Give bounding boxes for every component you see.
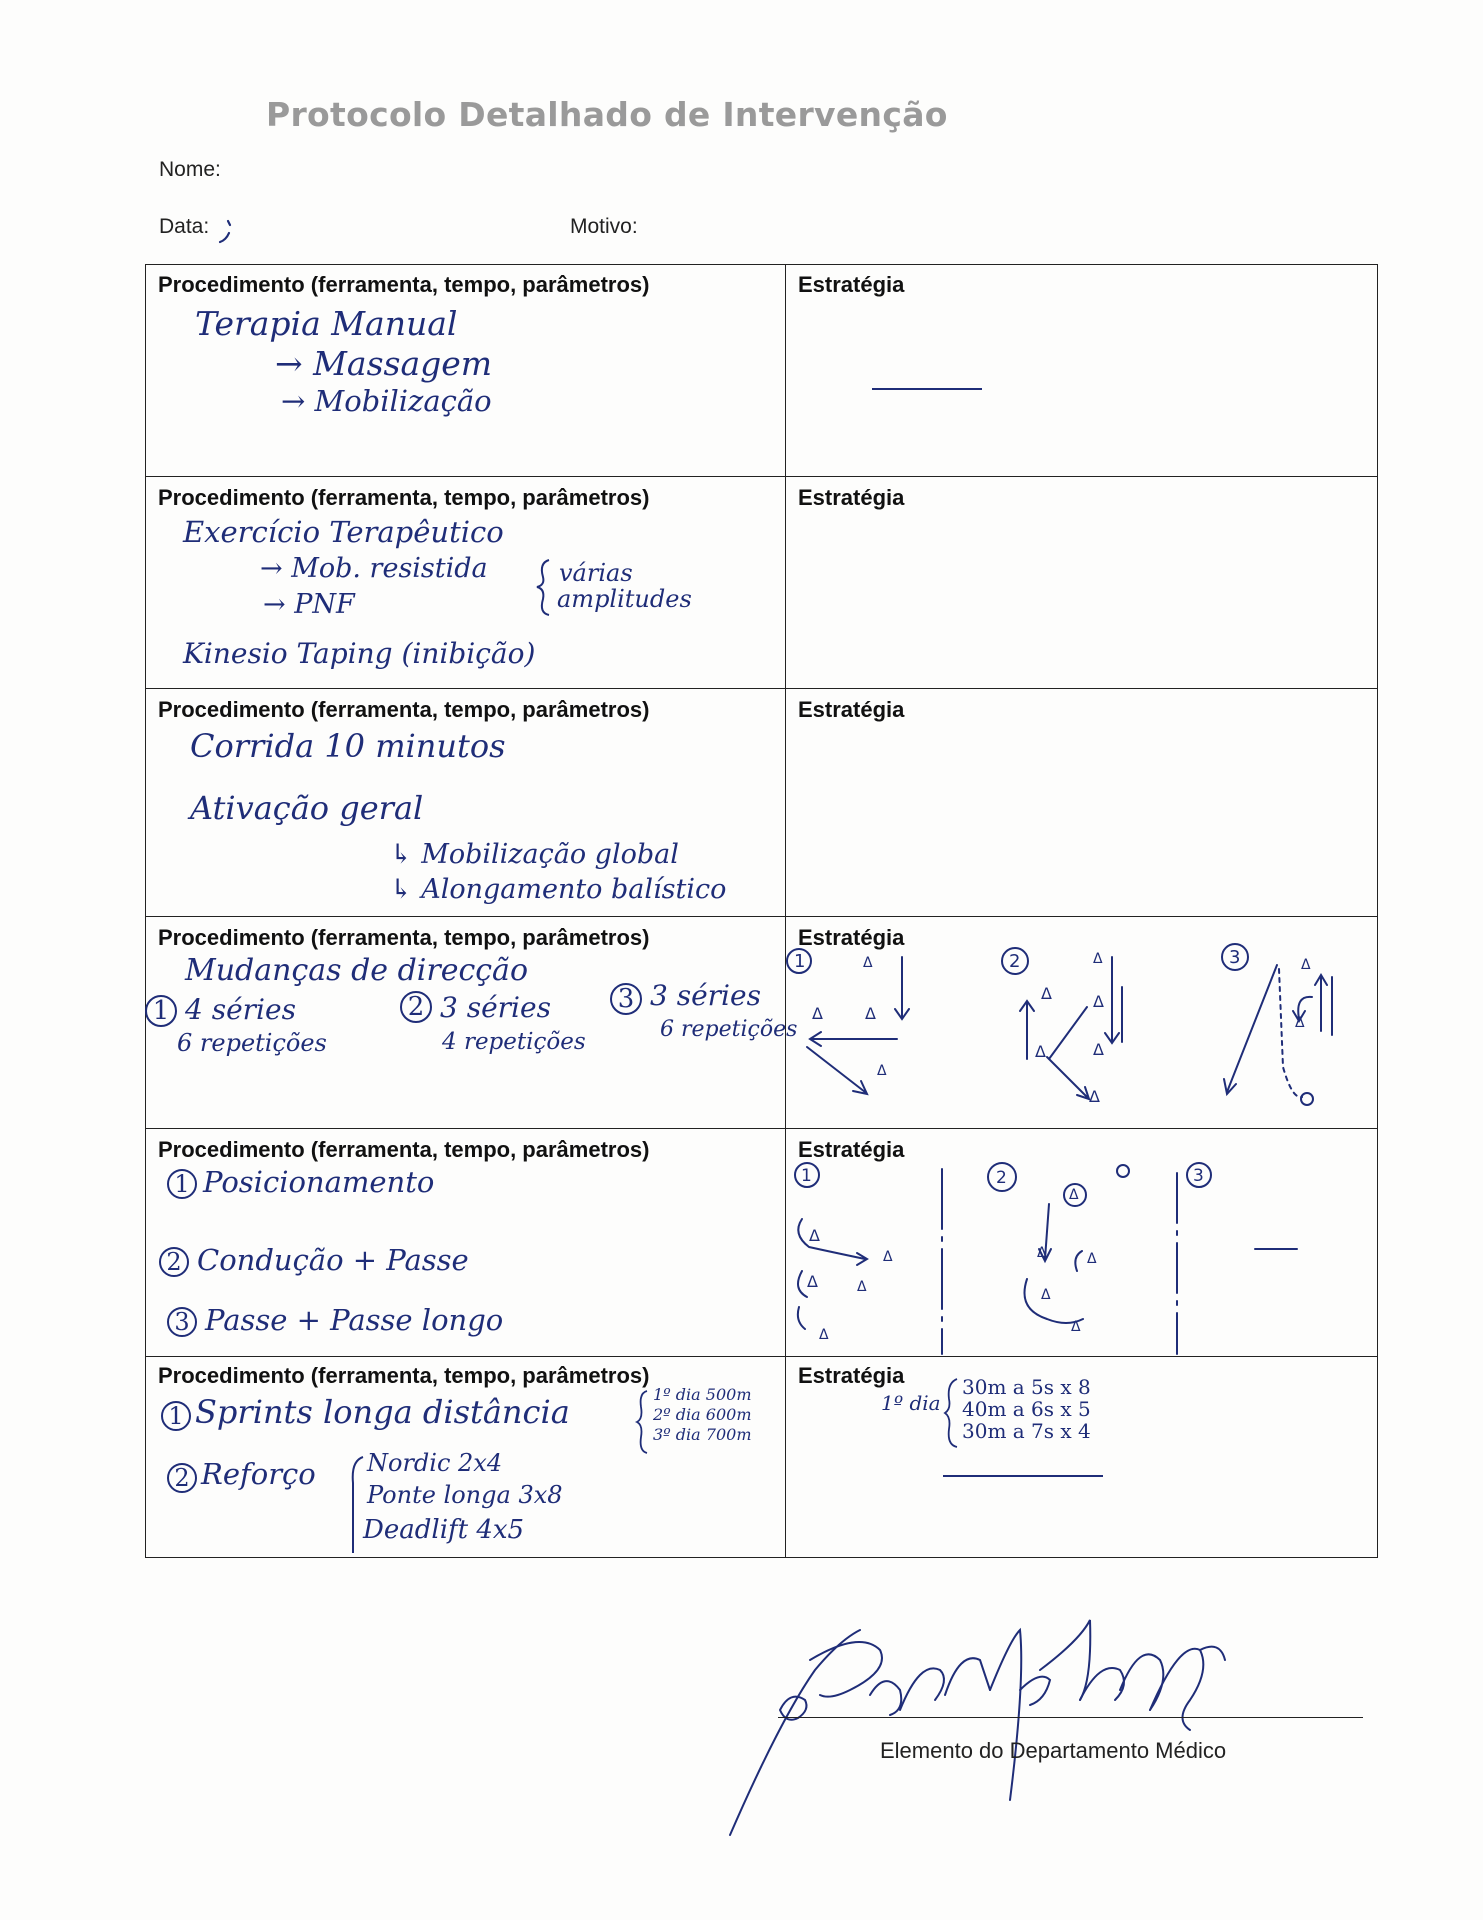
marker-2-icon: 2 [167, 1463, 197, 1493]
signature-label: Elemento do Departamento Médico [880, 1738, 1227, 1763]
marker-2-icon: 2 [400, 991, 432, 1023]
signature-line [778, 1717, 1363, 1718]
procedure-header: Procedimento (ferramenta, tempo, parâmetros) [158, 272, 650, 297]
procedure-text: Kinesio Taping (inibição) [183, 637, 536, 670]
strategy-text: 30m a 7s x 4 [962, 1419, 1091, 1443]
empty-strategy-dash [872, 388, 982, 390]
strategy-underline [943, 1475, 1103, 1477]
procedure-text: → Massagem [275, 344, 493, 383]
marker-1-icon: 1 [161, 1401, 191, 1431]
procedure-text: várias [559, 559, 633, 587]
strategy-header: Estratégia [798, 1137, 905, 1162]
procedure-text: 6 repetições [177, 1029, 327, 1057]
svg-text:Δ: Δ [865, 1004, 876, 1023]
strategy-text: 40m a 6s x 5 [962, 1397, 1091, 1421]
name-field-label: Nome: [159, 158, 221, 181]
svg-text:Δ: Δ [883, 1249, 893, 1265]
table-row [145, 1128, 1378, 1356]
table-row [145, 476, 1378, 688]
svg-text:Δ: Δ [857, 1279, 867, 1295]
svg-text:Δ: Δ [1093, 1040, 1104, 1059]
protocol-table [145, 264, 1378, 1558]
agility-drill-diagram [787, 947, 1377, 1127]
svg-text:Δ: Δ [809, 1226, 820, 1245]
procedure-text: Terapia Manual [195, 304, 458, 343]
svg-text:Δ: Δ [877, 1063, 887, 1079]
strategy-text: 1º dia [881, 1391, 941, 1415]
procedure-text: → PNF [263, 589, 355, 620]
svg-text:Δ: Δ [1037, 1245, 1047, 1261]
svg-text:Δ: Δ [812, 1004, 823, 1023]
marker-1-icon: 1 [167, 1169, 197, 1199]
procedure-text: 1º dia 500m [653, 1385, 752, 1404]
strategy-header: Estratégia [798, 272, 905, 297]
strategy-header: Estratégia [798, 697, 905, 722]
procedure-text: → Mobilização [281, 384, 492, 418]
table-row [145, 1356, 1378, 1558]
strategy-text: 30m a 5s x 8 [962, 1375, 1091, 1399]
strategy-header: Estratégia [798, 925, 905, 950]
svg-text:Δ: Δ [807, 1272, 818, 1291]
procedure-text: ↳ Mobilização global [390, 839, 679, 870]
svg-text:Δ: Δ [1093, 992, 1104, 1011]
procedure-header: Procedimento (ferramenta, tempo, parâmetros) [158, 697, 650, 722]
procedure-text: 2º dia 600m [653, 1405, 752, 1424]
table-row [145, 688, 1378, 916]
svg-text:Δ: Δ [1041, 1287, 1051, 1303]
strategy-header: Estratégia [798, 485, 905, 510]
svg-text:Δ: Δ [863, 955, 873, 971]
reason-field-label: Motivo: [570, 215, 638, 238]
procedure-text: amplitudes [557, 585, 692, 613]
brace-icon [345, 1453, 365, 1561]
date-pen-mark [216, 218, 236, 248]
svg-text:Δ: Δ [1071, 1319, 1081, 1335]
svg-text:Δ: Δ [819, 1327, 829, 1343]
svg-text:Δ: Δ [1035, 1042, 1046, 1061]
procedure-text: Exercício Terapêutico [183, 515, 504, 549]
positioning-drill-diagram [787, 1159, 1377, 1354]
procedure-text: Condução + Passe [197, 1243, 469, 1277]
procedure-text: 3 séries [650, 979, 761, 1012]
svg-text:Δ: Δ [1069, 1187, 1079, 1203]
table-row [145, 916, 1378, 1128]
svg-text:Δ: Δ [1093, 951, 1103, 967]
handwritten-signature [720, 1600, 1240, 1840]
svg-text:1: 1 [794, 951, 806, 972]
table-row [145, 264, 1378, 476]
procedure-text: 3º dia 700m [653, 1425, 752, 1444]
procedure-text: 4 repetições [442, 1029, 586, 1055]
procedure-text: Reforço [201, 1457, 316, 1491]
procedure-text: 3 séries [440, 991, 551, 1024]
procedure-text: Sprints longa distância [195, 1393, 570, 1431]
marker-3-icon: 3 [610, 983, 642, 1015]
procedure-text: Corrida 10 minutos [190, 727, 506, 765]
column-divider [785, 264, 786, 1558]
procedure-text: Nordic 2x4 [367, 1449, 503, 1477]
procedure-header: Procedimento (ferramenta, tempo, parâmetros) [158, 1137, 650, 1162]
brace-icon [943, 1377, 959, 1449]
svg-text:1: 1 [801, 1166, 812, 1186]
svg-text:Δ: Δ [1087, 1251, 1097, 1267]
marker-3-icon: 3 [167, 1307, 197, 1337]
procedure-text: Mudanças de direcção [185, 953, 529, 988]
procedure-header: Procedimento (ferramenta, tempo, parâmetros) [158, 485, 650, 510]
procedure-text: Passe + Passe longo [205, 1303, 504, 1337]
page-title: Protocolo Detalhado de Intervenção [266, 95, 948, 134]
svg-text:3: 3 [1193, 1166, 1204, 1186]
brace-icon [635, 1389, 649, 1455]
procedure-text: Ativação geral [190, 789, 424, 827]
brace-icon [533, 557, 555, 617]
svg-text:3: 3 [1229, 947, 1241, 968]
procedure-text: Posicionamento [203, 1165, 435, 1199]
svg-text:Δ: Δ [1041, 984, 1052, 1003]
svg-text:Δ: Δ [1089, 1087, 1100, 1106]
svg-text:Δ: Δ [1295, 1015, 1305, 1031]
procedure-header: Procedimento (ferramenta, tempo, parâmetros) [158, 925, 650, 950]
marker-1-icon: 1 [145, 995, 177, 1027]
strategy-header: Estratégia [798, 1363, 905, 1388]
procedure-text: 4 séries [185, 993, 296, 1026]
svg-text:2: 2 [1009, 951, 1021, 972]
procedure-text: Ponte longa 3x8 [367, 1481, 563, 1509]
date-field-label: Data: [159, 215, 210, 238]
procedure-text: ↳ Alongamento balístico [390, 874, 727, 905]
svg-text:Δ: Δ [1301, 957, 1311, 973]
procedure-text: → Mob. resistida [260, 553, 488, 584]
procedure-text: 6 repetições [660, 1017, 798, 1042]
marker-2-icon: 2 [159, 1247, 189, 1277]
procedure-text: Deadlift 4x5 [363, 1515, 525, 1545]
procedure-header: Procedimento (ferramenta, tempo, parâmetros) [158, 1363, 650, 1388]
svg-text:2: 2 [996, 1168, 1007, 1188]
